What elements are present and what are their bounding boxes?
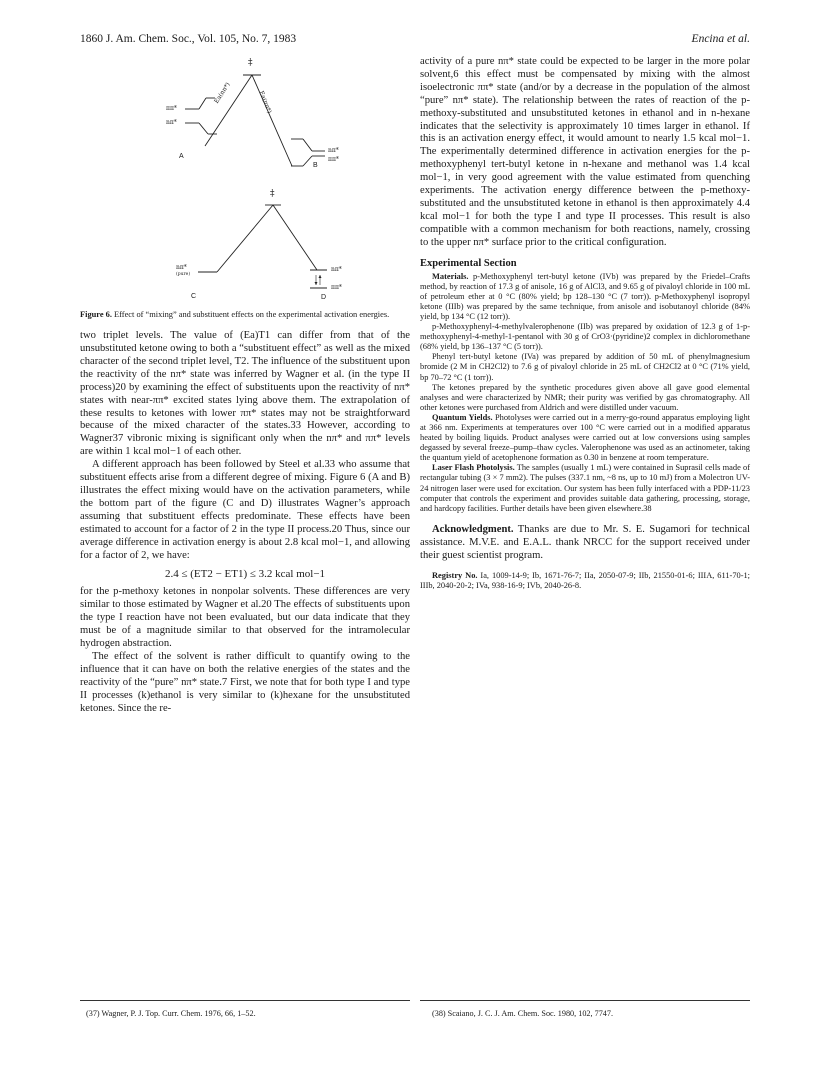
page-header bbox=[80, 33, 750, 49]
left-paragraph-1: two triplet levels. The value of (Ea)T1 can differ from that of the unsubstituted ketone owing to both a “substituent effect” as well as the mixed character of the second triplet level, T2. The influence of the substituent upon the reactivity of the nπ* state was inferred by Wagner et al. (in the type II process)20 by examining the effect of substituents upon the reactivity of nπ* states with near-ππ* excited states lying above them. The extrapolation of these results to ketones with lower ππ* states may not be straightforward because of the mixed character of the states.33 However, according to Wagner37 vibronic mixing is significant only when the nπ* and ππ* levels are within 1 kcal mol−1 of each other. bbox=[80, 330, 410, 458]
experimental-section bbox=[420, 272, 750, 514]
exp-paragraph: Laser Flash Photolysis. The samples (usually 1 mL) were contained in Suprasil cells made of rectangular tubing (3 × 7 mm2). The pulses (337.1 nm, ~8 ns, up to 10 mJ) from a Molectron UV-24 nitrogen laser were used for excitation. Our system has been fully interfaced with a PDP-11/23 computer that controls the experiment and provides suitable data gathering, processing, storage, and hardcopy facilities. Further details have been given elsewhere.38 bbox=[420, 463, 750, 513]
ddagger-top: ‡ bbox=[248, 58, 253, 68]
section-heading: Experimental Section bbox=[420, 257, 517, 269]
exp-lead-laser: Laser Flash Photolysis. bbox=[432, 463, 515, 473]
level-np-b-link bbox=[303, 139, 312, 151]
label-np-a: nπ* bbox=[166, 119, 177, 126]
label-pp-d: ππ* bbox=[331, 284, 342, 291]
running-authors: Encina et al. bbox=[691, 33, 750, 45]
caption-text: Effect of “mixing” and substituent effects on the experimental activation energies. bbox=[111, 310, 390, 319]
registry-numbers: Registry No. Ia, 1009-14-9; Ib, 1671-76-7; IIa, 2050-07-9; IIb, 21550-01-6; IIIA, 611-70-1; IIIb, 2040-20-2; IVa, 938-16-9; IVb, 2040-26-8. bbox=[420, 570, 751, 590]
exp-paragraph: Materials. p-Methoxyphenyl tert-butyl ketone (IVb) was prepared by the Friedel–Crafts method, by reaction of 17.3 g of anisole, 16 g of AlCl3, and 9.65 g of pivaloyl chloride in 100 mL of petroleum ether at 0 °C (80% yield; bp 128–130 °C (7 torr)). p-Methoxyphenyl isopropyl ketone (IIIb) was prepared by the same technique, from anisole and isobutanoyl chloride (84% yield, bp 134 °C (12 torr)). bbox=[420, 271, 750, 321]
exp-lead-quantum: Quantum Yields. bbox=[432, 412, 493, 422]
footnote-rule-left bbox=[80, 1000, 410, 1001]
label-pp-b: ππ* bbox=[328, 156, 339, 163]
exp-paragraph: The ketones prepared by the synthetic procedures given above all gave good elemental analyses and were characterized by NMR; their purity was verified by gas chromatography. All other ketones were purchased from Aldrich and were distilled under vacuum. bbox=[420, 382, 750, 412]
caption-lead: Figure 6. bbox=[80, 310, 112, 319]
ddagger-bottom: ‡ bbox=[270, 189, 275, 199]
journal-citation: 1860 J. Am. Chem. Soc., Vol. 105, No. 7, 1983 bbox=[80, 33, 297, 45]
left-paragraph-3: for the p-methoxy ketones in nonpolar solvents. These differences are very similar to those estimated by Wagner et al.20 The effects of substituents upon the type I reaction have not been evaluated, but our data indicate that they must be of a magnitude similar to that observed for the intramolecular hydrogen abstraction. bbox=[80, 586, 410, 650]
figure-caption bbox=[80, 310, 410, 320]
footnote-38: (38) Scaiano, J. C. J. Am. Chem. Soc. 1980, 102, 7747. bbox=[432, 1009, 614, 1018]
left-column bbox=[80, 56, 410, 715]
left-paragraph-4: The effect of the solvent is rather difficult to quantify owing to the influence that it can have on both the relative energies of the states and the reactivity of the “pure” nπ* state.7 First, we note that for both type I and type II processes (k)ethanol is very similar to (k)hexane for the unsubstituted ketones. Since the re- bbox=[80, 650, 410, 714]
label-pure-c: (pure) bbox=[176, 272, 191, 277]
footnote-rule-right bbox=[420, 1000, 750, 1001]
label-np-b: nπ* bbox=[328, 147, 339, 154]
right-paragraph-1: activity of a pure nπ* state could be expected to be larger in the more polar solvent,6 this effect must be compensated by mixing with the almost isoelectronic ππ* state (and/or by a decrease in the population of the almost “pure” nπ* state). The relationship between the rates of reaction of the p-methoxy-substituted and unsubstituted ketones in ethanol and in n-hexane indicates that the selectivity is approximately 10 times larger in ethanol. If this is an activation energy effect, it would amount to nearly 1.5 kcal mol−1. The experimentally determined difference in activation energies for the p-methoxyphenyl tert-butyl ketone in n-hexane and methanol was 1.4 kcal mol−1, in very good agreement with the value estimated from quenching experiments. The activation energy difference between the p-methoxy-substituted and the unsubstituted ketone in ethanol is then approximately 4.4 kcal mol−1 for both the type I and type II processes. This result is also compatible with a common mechanism for both reactions, namely, crossing to the upper nπ* surface prior to the critical configuration. bbox=[420, 56, 750, 248]
label-np-c: nπ* bbox=[176, 264, 187, 271]
figure-6 bbox=[80, 56, 410, 308]
exp-paragraph: Quantum Yields. Photolyses were carried out in a merry-go-round apparatus employing light at 366 nm. Experiments at temperatures over 100 °C were carried out in a modified apparatus heated by boiling liquids. Product analyses were carried out at low conversions using samples degassed by several freeze–pump–thaw cycles. Valerophenone was used as an actinometer, taking the quantum yield of acetophenone formation as 0.30 in benzene at room temperature. bbox=[420, 412, 750, 463]
right-column bbox=[420, 56, 750, 591]
exp-lead-materials: Materials. bbox=[432, 271, 469, 281]
panel-label-b: B bbox=[313, 162, 318, 169]
label-ea-pp: Ea(ππ*) bbox=[257, 90, 273, 115]
equation: 2.4 ≤ (ET2 − ET1) ≤ 3.2 kcal mol−1 bbox=[164, 568, 326, 581]
exp-paragraph: Phenyl tert-butyl ketone (IVa) was prepared by addition of 50 mL of phenylmagnesium bromide (2 M in CH2Cl2) to 7.6 g of pivaloyl chloride in 25 mL of CH2Cl2 at 0 °C (71% yield, bp 70–72 °C (1 torr)). bbox=[420, 352, 750, 382]
curve-ts-to-b bbox=[252, 75, 292, 166]
acknowledgment: Acknowledgment. Thanks are due to Mr. S. E. Sugamori for technical assistance. M.V.E. and E.A.L. thank NRCC for the support received under their guest scientist program. bbox=[420, 523, 750, 561]
label-ea-np: Ea(nπ*) bbox=[213, 81, 232, 105]
panel-label-d: D bbox=[321, 294, 327, 301]
footnote-37: (37) Wagner, P. J. Top. Curr. Chem. 1976, 66, 1–52. bbox=[86, 1009, 256, 1018]
label-np-d: nπ* bbox=[331, 266, 342, 273]
left-paragraph-2: A different approach has been followed by Steel et al.33 who assume that substituent effects arise from a different degree of mixing. Figure 6 (A and B) illustrates the effect mixing would have on the activation parameters, while the bottom part of the figure (C and D) illustrates Wagner’s approach assuming that substituent effects predominate. These effects have been estimated to account for a factor of 2 in the type II process.20 Thus, since our average difference in activation energy is about 2.8 kcal mol−1, and allowing for a factor of 2, we have: bbox=[80, 459, 410, 561]
exp-paragraph: p-Methoxyphenyl-4-methylvalerophenone (IIb) was prepared by oxidation of 12.3 g of 1-p-methoxyphenyl-4-methyl-1-pentanol with 30 g of CrO3·(pyridine)2 complex in dichloromethane (68% yield, bp 136–137 °C (5 torr)). bbox=[420, 322, 750, 352]
panel-label-c: C bbox=[191, 293, 197, 300]
level-pp-b-link bbox=[303, 156, 312, 166]
label-pp-a: ππ* bbox=[166, 105, 177, 112]
energy-diagram bbox=[80, 56, 410, 308]
panel-label-a: A bbox=[179, 153, 184, 160]
